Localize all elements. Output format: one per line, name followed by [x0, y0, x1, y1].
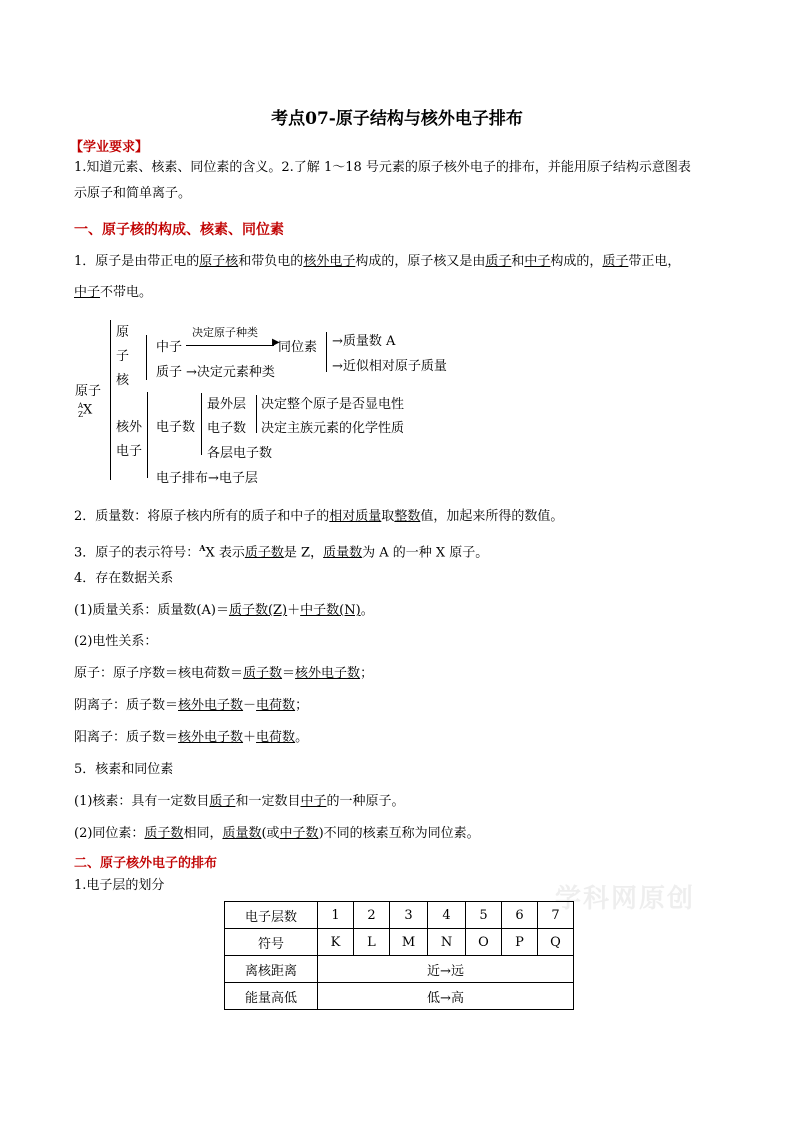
table-cell: 6: [502, 902, 538, 929]
table-cell: 能量高低: [225, 983, 318, 1010]
requirements-line-2: 示原子和简单离子。: [74, 186, 192, 201]
electron-count-label: 电子数: [156, 420, 196, 435]
decide-element-label: →决定元素种类: [186, 365, 275, 380]
table-cell: P: [502, 929, 538, 956]
nucleus-char-1: 原: [116, 325, 130, 340]
relative-mass-label: →近似相对原子质量: [332, 359, 447, 374]
outer-electron-char-1: 核外: [116, 420, 143, 435]
electron-count-label-2: 电子数: [207, 421, 247, 436]
paragraph-8: 阴离子：质子数＝核外电子数－电荷数；: [74, 698, 309, 713]
paragraph-9: 阳离子：质子数＝核外电子数＋电荷数。: [74, 730, 309, 745]
diagram-brace-electron: [201, 393, 202, 455]
paragraph-3: 3．原子的表示符号：$^A$X 表示质子数是 Z，质量数为 A 的一种 X 原子。: [74, 543, 489, 561]
table-cell: 2: [354, 902, 390, 929]
paragraph-10: 5．核素和同位素: [74, 762, 174, 777]
table-cell: Q: [538, 929, 574, 956]
table-row: [225, 983, 574, 1010]
page-title: 考点07-原子结构与核外电子排布: [271, 109, 523, 129]
paragraph-4: 4．存在数据关系: [74, 571, 174, 586]
decide-atom-type: 决定原子种类: [192, 326, 258, 339]
table-row: [225, 929, 574, 956]
table-cell: 3: [390, 902, 428, 929]
decide-charge-label: 决定整个原子是否显电性: [261, 397, 405, 412]
diagram-brace-main: [110, 320, 111, 480]
requirements-line-1: 1.知道元素、核素、同位素的含义。2.了解 1～18 号元素的原子核外电子的排布，并能用原子结构示意图表: [74, 160, 691, 175]
paragraph-6: (2)电性关系：: [74, 634, 158, 649]
paragraph-5: (1)质量关系：质量数(A)＝质子数(Z)＋中子数(N)。: [74, 603, 374, 618]
paragraph-2: 2．质量数：将原子核内所有的质子和中子的相对质量取整数值，加起来所得的数值。: [74, 509, 564, 524]
proton-label: 质子: [156, 365, 183, 380]
diagram-brace-nucleus: [146, 335, 147, 380]
nucleus-char-3: 核: [116, 373, 130, 388]
nucleus-char-2: 子: [116, 349, 130, 364]
diagram-brace-decide: [256, 395, 257, 433]
atom-structure-diagram: [70, 318, 490, 490]
electron-shell-table: [224, 901, 574, 1010]
outer-electron-char-2: 电子: [116, 444, 143, 459]
paragraph-1-line-2: 中子不带电。: [74, 285, 153, 300]
table-cell: L: [354, 929, 390, 956]
table-cell: M: [390, 929, 428, 956]
requirements-heading: 【学业要求】: [70, 140, 149, 155]
table-cell: O: [466, 929, 502, 956]
paragraph-11: (1)核素：具有一定数目质子和一定数目中子的一种原子。: [74, 794, 405, 809]
table-cell: 近→远: [318, 956, 574, 983]
diagram-atom-label: 原子: [75, 384, 102, 399]
outermost-label: 最外层: [207, 397, 247, 412]
paragraph-12: (2)同位素：质子数相同，质量数(或中子数)不同的核素互称为同位素。: [74, 826, 480, 841]
diagram-brace-outer: [147, 392, 148, 478]
mass-number-label: →质量数 A: [332, 334, 396, 349]
arrangement-label: 电子排布→电子层: [156, 471, 258, 486]
table-cell: 1: [318, 902, 354, 929]
isotope-label: 同位素: [278, 340, 318, 355]
paragraph-13: 1.电子层的划分: [74, 878, 165, 893]
table-cell: 4: [428, 902, 466, 929]
paragraph-7: 原子：原子序数＝核电荷数＝质子数＝核外电子数；: [74, 666, 374, 681]
table-cell: 电子层数: [225, 902, 318, 929]
paragraph-1-line-1: 1．原子是由带正电的原子核和带负电的核外电子构成的，原子核又是由质子和中子构成的，质子带正电，: [74, 254, 681, 269]
watermark: 学科网原创: [555, 884, 696, 914]
decide-chem-label: 决定主族元素的化学性质: [261, 421, 405, 436]
diagram-symbol: $^A_Z$X: [78, 402, 93, 419]
table-cell: 低→高: [318, 983, 574, 1010]
arrow-head-icon: ▶: [272, 337, 280, 348]
arrow-line: [186, 345, 274, 346]
table-row: [225, 902, 574, 929]
neutron-label: 中子: [156, 340, 183, 355]
table-cell: 符号: [225, 929, 318, 956]
section-1-heading: 一、原子核的构成、核素、同位素: [74, 222, 284, 238]
section-2-heading: 二、原子核外电子的排布: [74, 856, 218, 871]
table-cell: K: [318, 929, 354, 956]
table-row: [225, 956, 574, 983]
table-cell: 7: [538, 902, 574, 929]
diagram-brace-isotope: [326, 332, 327, 372]
table-cell: 5: [466, 902, 502, 929]
layers-label: 各层电子数: [207, 446, 273, 461]
table-cell: N: [428, 929, 466, 956]
table-cell: 离核距离: [225, 956, 318, 983]
